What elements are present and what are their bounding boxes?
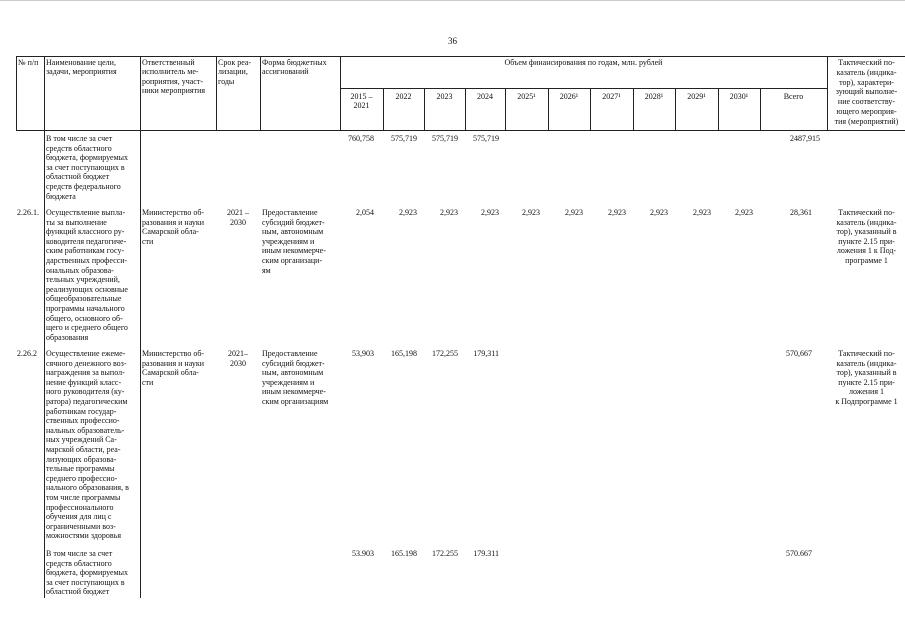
year-header: 2027¹ xyxy=(602,92,621,101)
row-responsible: Министерство об- разования и науки Самарской обла- сти xyxy=(142,349,205,387)
row-value: 165,198 xyxy=(391,349,417,358)
row-number: 2.26.2 xyxy=(17,349,37,358)
row-value: 2,923 xyxy=(608,208,626,217)
row-value: 2,923 xyxy=(399,208,417,217)
row-indicator: Тактический по- казатель (индика- тор), указанный в пункте 2.15 при- ложения 1 к Подпрограмме 1 xyxy=(835,349,898,406)
row-value: 179.311 xyxy=(473,549,499,558)
row-name: В том числе за счет средств областного бюджета, формируемых за счет поступающих в областной бюджет средств федерального бюджета xyxy=(46,134,129,201)
year-header: 2023 xyxy=(436,92,453,101)
header-col-term: Срок реа- лизации, годы xyxy=(218,58,252,86)
year-header: 2028¹ xyxy=(644,92,664,101)
row-total: 28,361 xyxy=(790,208,812,217)
row-name: Осуществление выпла- ты за выполнение функций классного ру- ководителя педагогиче- ским работникам госу- дарственных професси- ональных образова- тельных учреждений, реализующих основные общеобразовательные программы начального общего, основного об- щего и среднего общего образования xyxy=(46,208,128,342)
row-value: 2,923 xyxy=(522,208,540,217)
year-header: 2025¹ xyxy=(517,92,536,101)
year-header: 2029¹ xyxy=(687,92,706,101)
row-value: 2,054 xyxy=(356,208,374,217)
row-value: 2,923 xyxy=(693,208,711,217)
page-number: 36 xyxy=(448,36,457,46)
row-value: 172,255 xyxy=(432,349,458,358)
row-value: 179,311 xyxy=(473,349,499,358)
row-name: Осуществление ежеме- сячного денежного воз- награждения за выпол- нение функций класс- ного руководителя (ку- ратора) педагогическим работникам государ- ственных профессио- нальных образователь- ных учреждений Са- марской области, реа- лизующих образова- тельные программы среднего профессио- нального образования, в том числе программы профессионального обучения для лиц с ограниченными воз- можностями здоровья xyxy=(46,349,129,541)
row-value: 53,903 xyxy=(352,349,374,358)
top-rule xyxy=(0,0,905,1)
row-form: Предоставление субсидий бюджет- ным, автономным учреждениям и иным некоммерче- ским организаци- ям xyxy=(262,208,326,275)
row-value: 53.903 xyxy=(352,549,374,558)
row-total: 570.667 xyxy=(786,549,812,558)
header-col-responsible: Ответственный исполнитель ме- роприятия, участ- ники мероприятия xyxy=(142,58,206,96)
row-number: 2.26.1. xyxy=(17,208,39,217)
year-header-total: Всего xyxy=(783,92,804,101)
year-header: 2022 xyxy=(395,92,412,101)
row-value: 2,923 xyxy=(565,208,583,217)
row-value: 575,719 xyxy=(473,134,499,143)
header-col-funding: Объем финансирования по годам, млн. рублей xyxy=(504,58,663,67)
row-form: Предоставление субсидий бюджет- ным, автономным учреждениям и иным некоммерче- ским организациям xyxy=(262,349,329,406)
year-header: 2024 xyxy=(477,92,493,101)
year-header: 2030¹ xyxy=(729,92,749,101)
row-name: В том числе за счет средств областного бюджета, формируемых за счет поступающих в областной бюджет xyxy=(46,549,129,597)
row-value: 165.198 xyxy=(391,549,417,558)
row-value: 2,923 xyxy=(735,208,753,217)
row-value: 172.255 xyxy=(432,549,458,558)
row-value: 575,719 xyxy=(391,134,417,143)
header-col-indicator: Тактический по- казатель (индика- тор), характери- зующий выполне- ние соответству- ющего мероприя- тия (мероприятий) xyxy=(834,58,899,126)
row-value: 2,923 xyxy=(440,208,458,217)
row-value: 2,923 xyxy=(650,208,668,217)
row-value: 760,758 xyxy=(348,134,374,143)
row-responsible: Министерство об- разования и науки Самарской обла- сти xyxy=(142,208,205,246)
row-term: 2021– 2030 xyxy=(228,349,248,368)
header-col-name: Наименование цели, задачи, мероприятия xyxy=(46,58,117,77)
row-value: 2,923 xyxy=(481,208,499,217)
row-term: 2021 – 2030 xyxy=(227,208,249,227)
row-value: 575,719 xyxy=(432,134,458,143)
row-indicator: Тактический по- казатель (индика- тор), указанный в пункте 2.15 при- ложения 1 к Под- программе 1 xyxy=(836,208,897,265)
year-header: 2026¹ xyxy=(559,92,579,101)
row-total: 2487,915 xyxy=(790,134,820,143)
header-col-form: Форма бюджетных ассигнований xyxy=(262,58,327,77)
year-header: 2015 – 2021 xyxy=(350,92,373,111)
header-col-no: № п/п xyxy=(18,58,39,67)
row-total: 570,667 xyxy=(786,349,812,358)
